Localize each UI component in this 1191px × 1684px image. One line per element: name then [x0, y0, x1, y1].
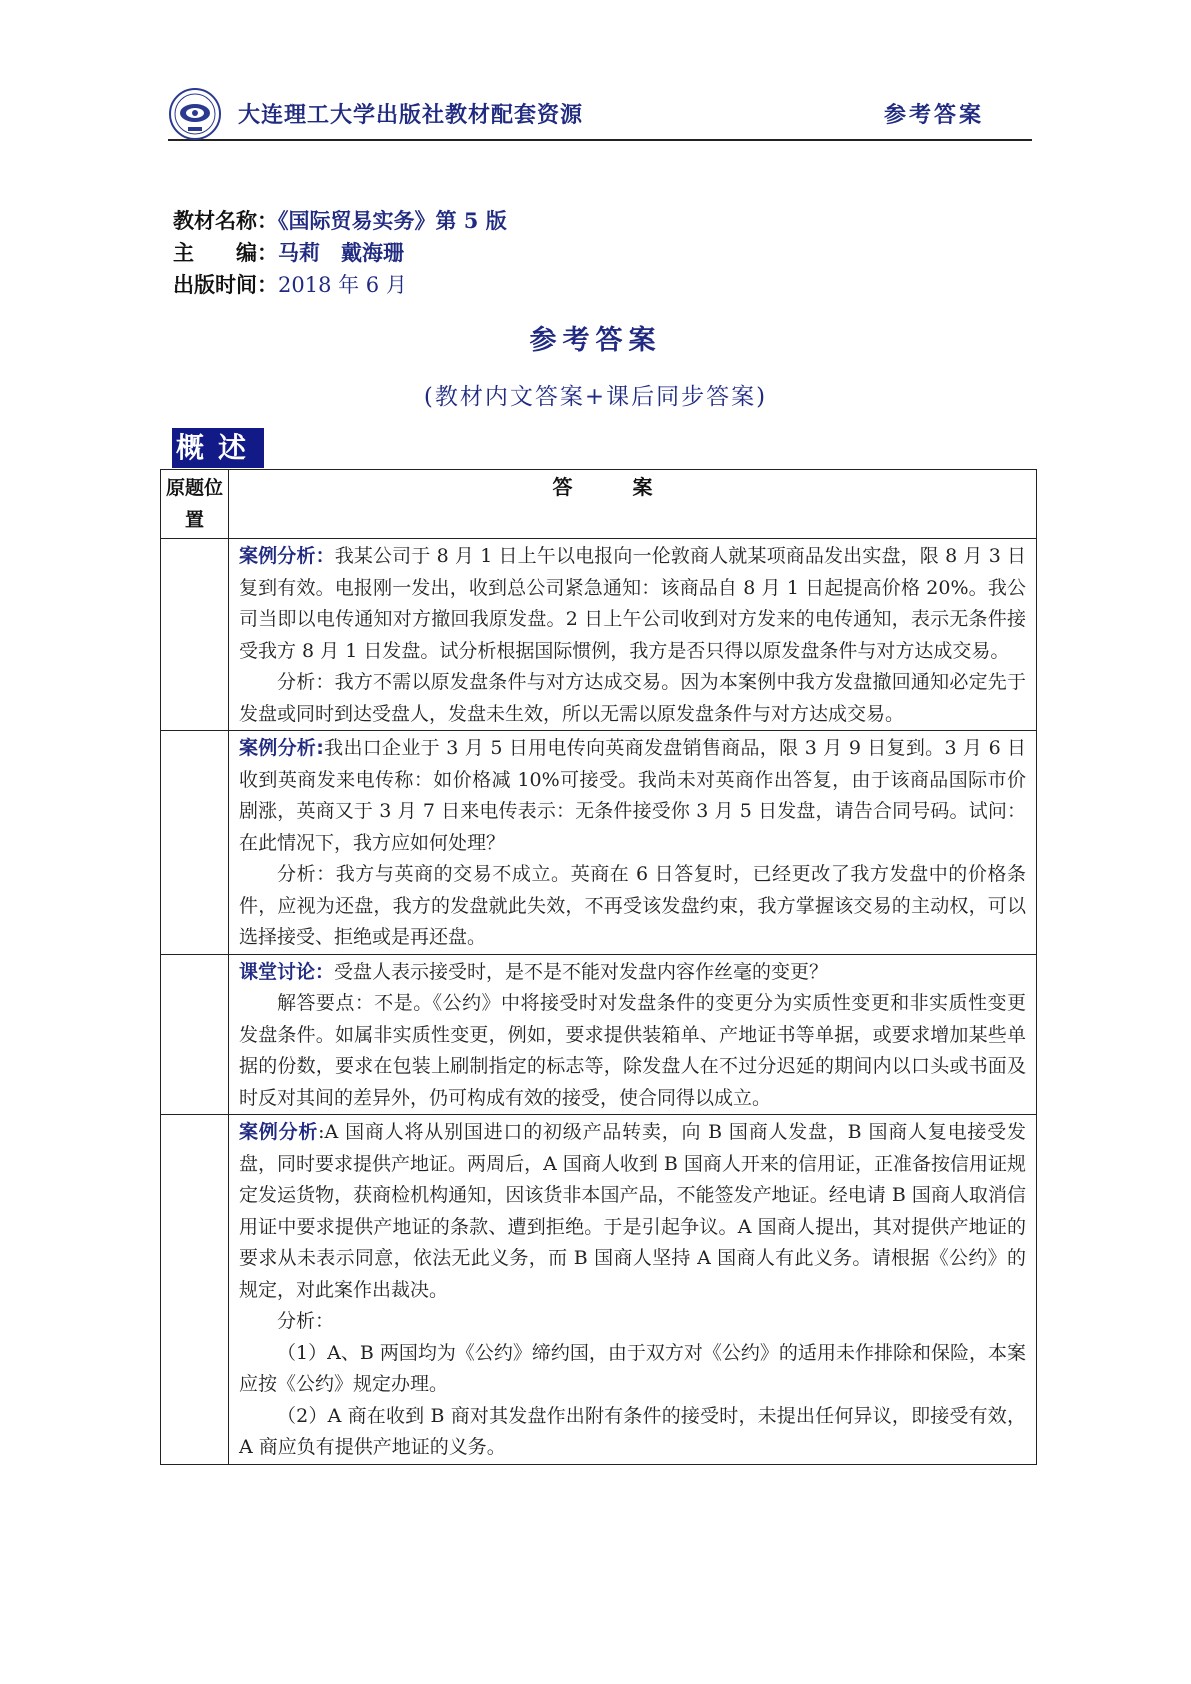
row-position	[161, 954, 229, 1115]
question-text	[239, 957, 1026, 989]
table-row	[161, 539, 1037, 731]
book-name-row	[173, 205, 507, 237]
page-header	[168, 84, 1032, 141]
row-answer	[229, 731, 1037, 955]
question-label: 案例分析：	[239, 545, 335, 567]
answer-text: 分析：我方不需以原发盘条件与对方达成交易。因为本案例中我方发盘撤回通知必定先于发盘或同时到达受盘人，发盘未生效，所以无需以原发盘条件与对方达成交易。	[239, 671, 1026, 725]
table-row	[161, 731, 1037, 955]
question-body: 我某公司于 8 月 1 日上午以电报向一伦敦商人就某项商品发出实盘，限 8 月 3 日复到有效。电报刚一发出，收到总公司紧急通知：该商品自 8 月 1 日起提高价格 20%。我公司当即以电传通知对方撤回我原发盘。2 日上午公司收到对方发来的电传通知，表示无条件接受我方 8 月 1 日发盘。试分析根据国际惯例，我方是否只得以原发盘条件与对方达成交易。	[239, 545, 1026, 662]
answer-text: 分析：我方与英商的交易不成立。英商在 6 日答复时，已经更改了我方发盘中的价格条件，应视为还盘，我方的发盘就此失效，不再受该发盘约束，我方掌握该交易的主动权，可以选择接受、拒绝或是再还盘。	[239, 863, 1026, 948]
column-header-position: 原题位置	[161, 470, 229, 539]
question-text	[239, 733, 1026, 859]
publish-date-label: 出版时间：	[173, 273, 278, 297]
row-answer	[229, 539, 1037, 731]
answer-text: 分析：	[277, 1310, 335, 1332]
question-body: :A 国商人将从别国进口的初级产品转卖，向 B 国商人发盘，B 国商人复电接受发盘，同时要求提供产地证。两周后，A 国商人收到 B 国商人开来的信用证，正准备按信用证规定发运货物，获商检机构通知，因该货非本国产品，不能签发产地证。经电请 B 国商人取消信用证中要求提供产地证的条款、遭到拒绝。于是引起争议。A 国商人提出，其对提供产地证的要求从未表示同意，依法无此义务，而 B 国商人坚持 A 国商人有此义务。请根据《公约》的规定，对此案作出裁决。	[239, 1121, 1026, 1301]
publish-date-row	[173, 269, 507, 301]
document-subtitle: (教材内文答案+课后同步答案)	[423, 384, 768, 410]
row-position	[161, 1115, 229, 1465]
question-label: 案例分析	[239, 1121, 319, 1143]
table-row	[161, 1115, 1037, 1465]
question-label: 课堂讨论：	[239, 960, 335, 983]
section-heading: 概述	[172, 428, 264, 468]
question-body: 我出口企业于 3 月 5 日用电传向英商发盘销售商品，限 3 月 9 日复到。3 月 6 日收到英商发来电传称：如价格减 10%可接受。我尚未对英商作出答复，由于该商品国际市价剧涨，英商又于 3 月 7 日来电传表示：无条件接受你 3 月 5 日发盘，请告合同号码。试问：在此情况下，我方应如何处理？	[239, 737, 1026, 854]
header-doc-type: 参考答案	[883, 103, 984, 128]
book-name-label: 教材名称：	[173, 209, 278, 233]
row-position	[161, 731, 229, 955]
question-text	[239, 1117, 1026, 1306]
document-title: 参考答案	[529, 325, 662, 356]
question-body: 受盘人表示接受时，是不是不能对发盘内容作丝毫的变更？	[334, 960, 829, 983]
row-position	[161, 539, 229, 731]
row-answer	[229, 1115, 1037, 1465]
answer-table	[160, 469, 1037, 1465]
book-name-value: 《国际贸易实务》第 5 版	[278, 208, 507, 233]
question-text	[239, 541, 1026, 667]
analysis-point: （2）A 商在收到 B 商对其发盘作出附有条件的接受时，未提出任何异议，即接受有效，A 商应负有提供产地证的义务。	[239, 1404, 1026, 1458]
column-header-answer: 答案	[229, 470, 1037, 539]
publish-date-value: 2018 年 6 月	[278, 273, 407, 297]
table-header-row	[161, 470, 1037, 539]
table-row	[161, 954, 1037, 1115]
analysis-point: （1）A、B 两国均为《公约》缔约国，由于双方对《公约》的适用未作排除和保险，本案应按《公约》规定办理。	[239, 1341, 1026, 1395]
editor-label: 主 编：	[173, 241, 278, 265]
publisher-logo-icon	[168, 87, 222, 141]
book-info	[173, 205, 507, 301]
answer-text: 解答要点：不是。《公约》中将接受时对发盘条件的变更分为实质性变更和非实质性变更发盘条件。如属非实质性变更，例如，要求提供装箱单、产地证书等单据，或要求增加某些单据的份数，要求在包装上刷制指定的标志等，除发盘人在不过分迟延的期间内以口头或书面及时反对其间的差异外，仍可构成有效的接受，使合同得以成立。	[239, 992, 1026, 1109]
question-label: 案例分析:	[239, 737, 324, 759]
editor-row	[173, 237, 507, 269]
publisher-name: 大连理工大学出版社教材配套资源	[238, 103, 584, 128]
row-answer	[229, 954, 1037, 1115]
editor-value: 马莉 戴海珊	[278, 240, 404, 265]
